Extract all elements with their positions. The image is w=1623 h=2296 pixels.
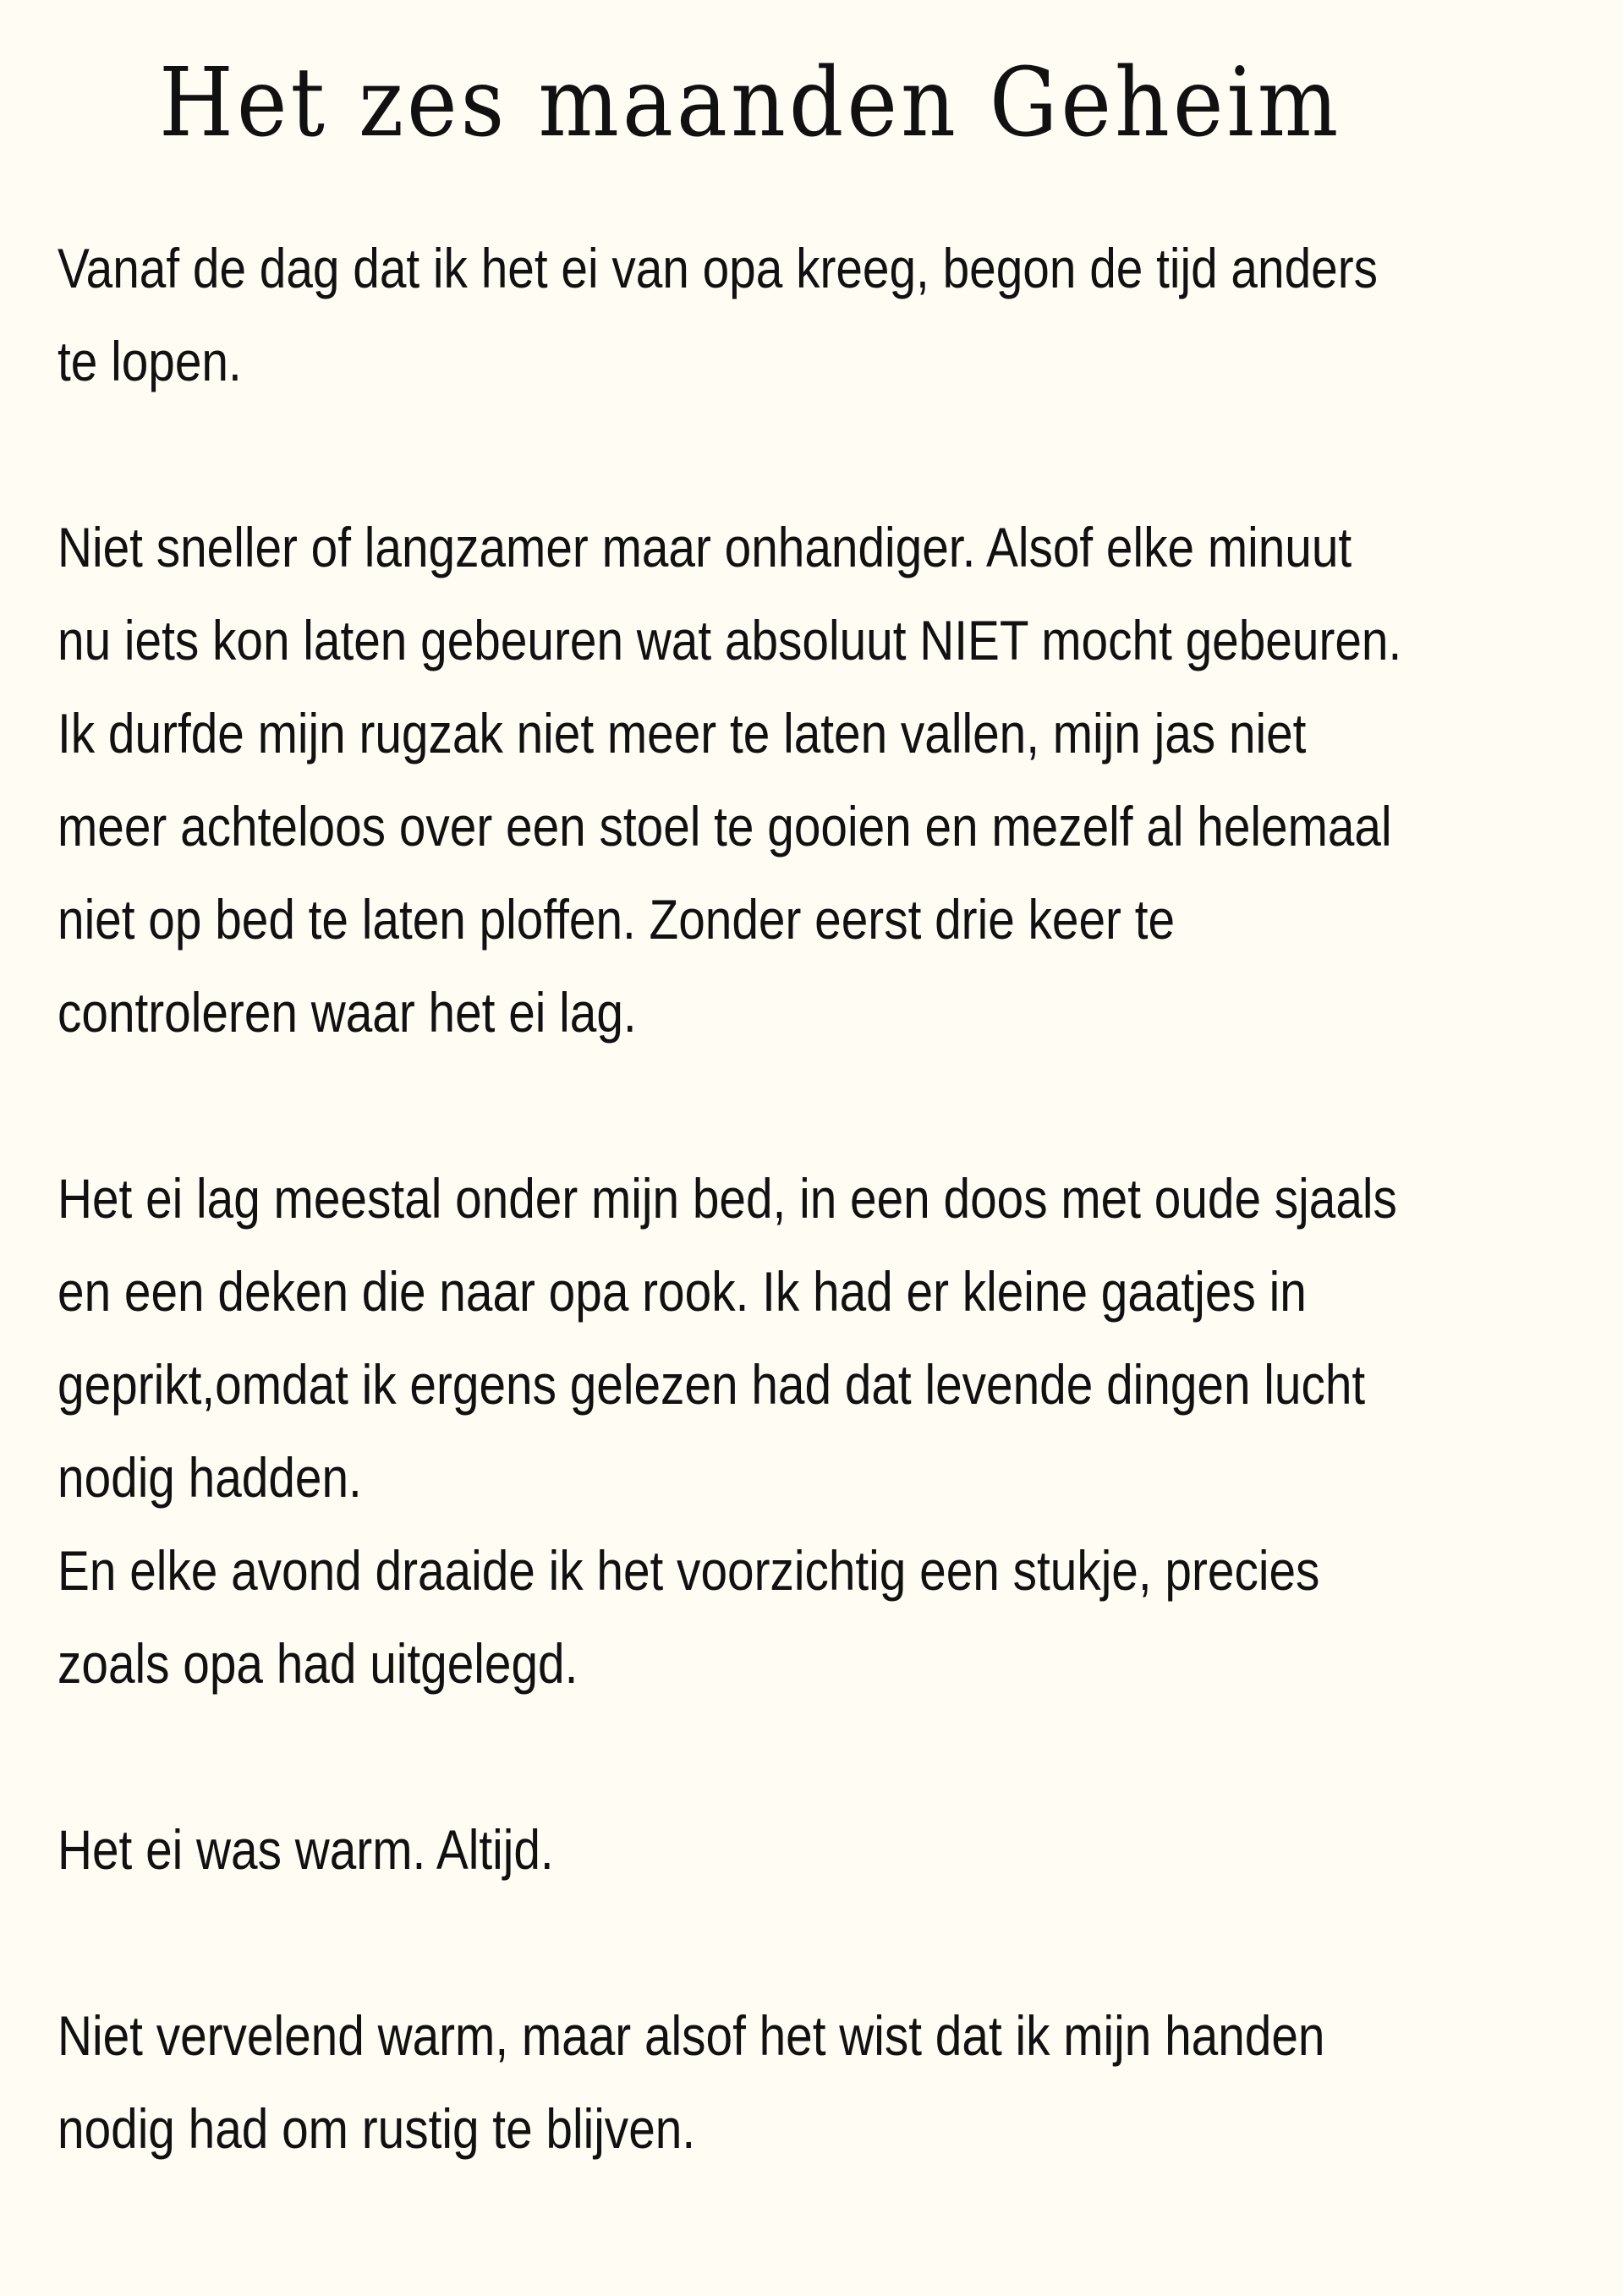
paragraph-spacer <box>58 1059 1571 1152</box>
text-line: te lopen. <box>58 330 242 392</box>
text-line: meer achteloos over een stoel te gooien en mezelf al helemaal <box>58 795 1392 858</box>
text-line: zoals opa had uitgelegd. <box>58 1632 578 1695</box>
text-line: nodig had om rustig te blijven. <box>58 2097 696 2160</box>
paragraph-4 <box>58 1803 1571 1896</box>
story-text <box>58 222 1571 2175</box>
text-line: controleren waar het ei lag. <box>58 981 637 1044</box>
page-title: Het zes maanden Geheim <box>159 48 1342 158</box>
text-line: en een deken die naar opa rook. Ik had er kleine gaatjes in <box>58 1260 1307 1323</box>
paragraph-3 <box>58 1152 1571 1710</box>
text-line: Vanaf de dag dat ik het ei van opa kreeg, begon de tijd anders <box>58 237 1378 299</box>
text-line: Het ei lag meestal onder mijn bed, in een doos met oude sjaals <box>58 1167 1397 1230</box>
text-line: Niet vervelend warm, maar alsof het wist dat ik mijn handen <box>58 2004 1325 2067</box>
text-line: Het ei was warm. Altijd. <box>58 1818 554 1881</box>
paragraph-spacer <box>58 1710 1571 1803</box>
paragraph-5 <box>58 1989 1571 2175</box>
text-line: Niet sneller of langzamer maar onhandiger. Alsof elke minuut <box>58 516 1352 578</box>
text-line: geprikt,omdat ik ergens gelezen had dat levende dingen lucht <box>58 1353 1366 1416</box>
text-line: nu iets kon laten gebeuren wat absoluut NIET mocht gebeuren. <box>58 609 1402 671</box>
text-line: nodig hadden. <box>58 1446 362 1509</box>
paragraph-spacer <box>58 1896 1571 1989</box>
text-line: Ik durfde mijn rugzak niet meer te laten vallen, mijn jas niet <box>58 702 1307 764</box>
text-line: En elke avond draaide ik het voorzichtig een stukje, precies <box>58 1539 1320 1602</box>
paragraph-spacer <box>58 408 1571 501</box>
paragraph-1 <box>58 222 1571 408</box>
paragraph-2 <box>58 501 1571 1059</box>
text-line: niet op bed te laten ploffen. Zonder eerst drie keer te <box>58 888 1176 951</box>
